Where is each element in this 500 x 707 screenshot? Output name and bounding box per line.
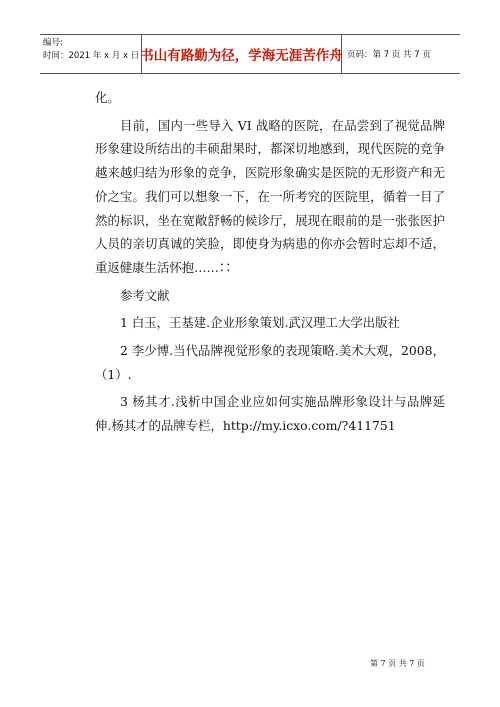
header-page-info: 页码：第 7 页 共 7 页 bbox=[347, 50, 431, 60]
paragraph: 目前，国内一些导入 VI 战略的医院，在品尝到了视觉品牌形象建设所结出的丰硕甜果时，都深切地感到，现代医院的竞争越来越归结为形象的竞争，医院形象确实是医院的无形资产和无价之宝。我们可以想象一下，在一所考究的医院里，循着一目了然的标识，坐在宽敞舒畅的候诊厅，展现在眼前的是一张张医护人员的亲切真诚的笑脸，即使身为病患的你亦会暂时忘却不适，重返健康生活怀抱……∷ bbox=[95, 117, 445, 275]
header-motto: 书山有路勤为径，学海无涯苦作舟 bbox=[142, 35, 342, 73]
document-body bbox=[95, 86, 445, 442]
references-title: 参考文献 bbox=[120, 287, 170, 303]
reference-item: 1 白玉，王基建.企业形象策划.武汉理工大学出版社 bbox=[120, 315, 400, 331]
doc-number-label: 编号: bbox=[43, 38, 63, 48]
header-meta bbox=[40, 35, 142, 73]
page-footer: 第 7 页 共 7 页 bbox=[370, 659, 425, 668]
time-label: 时间：2021 年 x 月 x 日 bbox=[43, 51, 140, 61]
reference-item: 3 杨其才.浅析中国企业应如何实施品牌形象设计与品牌延伸.杨其才的品牌专栏，http://my.icxo.com/?411751 bbox=[95, 394, 445, 434]
page-header bbox=[40, 34, 460, 74]
reference-item: 2 李少博.当代品牌视觉形象的表现策略.美术大观，2008，（1）. bbox=[95, 343, 445, 382]
continuation-line: 化。 bbox=[95, 90, 120, 105]
